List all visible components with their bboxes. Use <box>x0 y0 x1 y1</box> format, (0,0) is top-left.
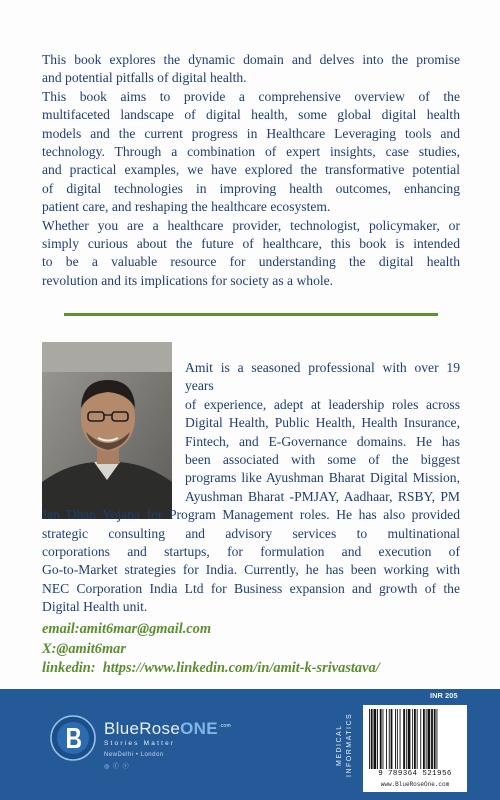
bio-line: Digital Health unit. <box>42 599 148 615</box>
publisher-tagline: Stories Matter <box>104 740 176 747</box>
publisher-name-part2: ONE <box>180 719 218 738</box>
bio-line: Jan Dhan Yojana for Program Management roles. He has also provided <box>42 507 460 523</box>
blurb-line: of digital technologies in improving health outcomes, enhancing <box>42 180 460 196</box>
back-cover-blurb <box>42 51 460 290</box>
publisher-domain-suffix: .com <box>218 723 231 730</box>
blurb-line: to be a valuable resource for understanding the digital health <box>42 254 460 270</box>
linkedin-url: https://www.linkedin.com/in/amit-k-srivastava/ <box>102 660 380 677</box>
blurb-line: and practical examples, we have explored the transformative potential <box>42 162 460 178</box>
linkedin-contact <box>42 659 472 679</box>
isbn-barcode <box>363 705 467 792</box>
isbn-number: 9 789364 521956 <box>378 770 452 778</box>
publisher-brand <box>104 719 231 770</box>
email-contact: email:amit6mar@gmail.com <box>42 621 212 637</box>
blurb-line: patient care, and reshaping the healthcare ecosystem. <box>42 199 331 215</box>
barcode-icon <box>367 709 463 769</box>
blurb-line: This book explores the dynamic domain and delves into the promise <box>42 52 460 67</box>
publisher-website: www.BlueRoseOne.com <box>380 781 450 788</box>
blurb-line: Whether you are a healthcare provider, technologist, policymaker, or <box>42 217 460 233</box>
publisher-locations: NewDelhi • London <box>104 752 164 758</box>
bio-line: programs like Ayushman Bharat Digital Mission, <box>185 470 460 486</box>
book-category <box>335 699 357 791</box>
blurb-line: and potential pitfalls of digital health. <box>42 70 247 86</box>
bio-line: of experience, adept at leadership roles across <box>185 396 460 412</box>
blurb-line: This book aims to provide a comprehensive overview of the <box>42 88 460 104</box>
section-divider <box>64 313 438 316</box>
social-icons: ◎ ⓕ ⓥ <box>104 764 130 770</box>
author-contacts <box>42 620 472 679</box>
price-label: INR 205 <box>430 691 458 700</box>
blurb-line: models and the current progress in Healthcare Leveraging tools and <box>42 125 460 141</box>
bio-line: Fintech, and E-Governance domains. He has <box>185 433 460 449</box>
blurb-line: simply curious about the future of healthcare, this book is intended <box>42 236 460 252</box>
category-line-2: INFORMATICS <box>346 712 353 778</box>
bio-line: Digital Health, Public Health, Health Insurance, <box>185 415 460 431</box>
blurb-line: revolution and its implications for society as a whole. <box>42 272 334 288</box>
publisher-logo-icon <box>50 715 96 761</box>
category-line-1: MEDICAL <box>336 724 343 766</box>
linkedin-label: linkedin: <box>42 660 96 677</box>
bio-line: strategic consulting and advisory services to multinational <box>42 525 460 541</box>
publisher-name-part1: BlueRose <box>104 719 181 738</box>
publisher-footer <box>0 689 500 800</box>
bio-line: Amit is a seasoned professional with over 19 years <box>185 360 460 394</box>
author-bio <box>42 359 460 617</box>
x-handle-contact: X:@amit6mar <box>42 640 126 657</box>
bio-line: corporations and startups, for formulation and execution of <box>42 544 460 560</box>
bio-line: Go-to-Market strategies for India. Currently, he has been working with <box>42 562 460 578</box>
blurb-line: multifaceted landscape of digital health, some global digital health <box>42 107 460 123</box>
bio-line: Ayushman Bharat -PMJAY, Aadhaar, RSBY, PM <box>185 488 460 504</box>
bio-line: NEC Corporation India Ltd for Business expansion and growth of the <box>42 580 460 596</box>
bio-line: been associated with some of the biggest <box>185 452 460 468</box>
publisher-name <box>104 719 231 738</box>
blurb-line: technology. Through a combination of expert insights, case studies, <box>42 144 460 160</box>
